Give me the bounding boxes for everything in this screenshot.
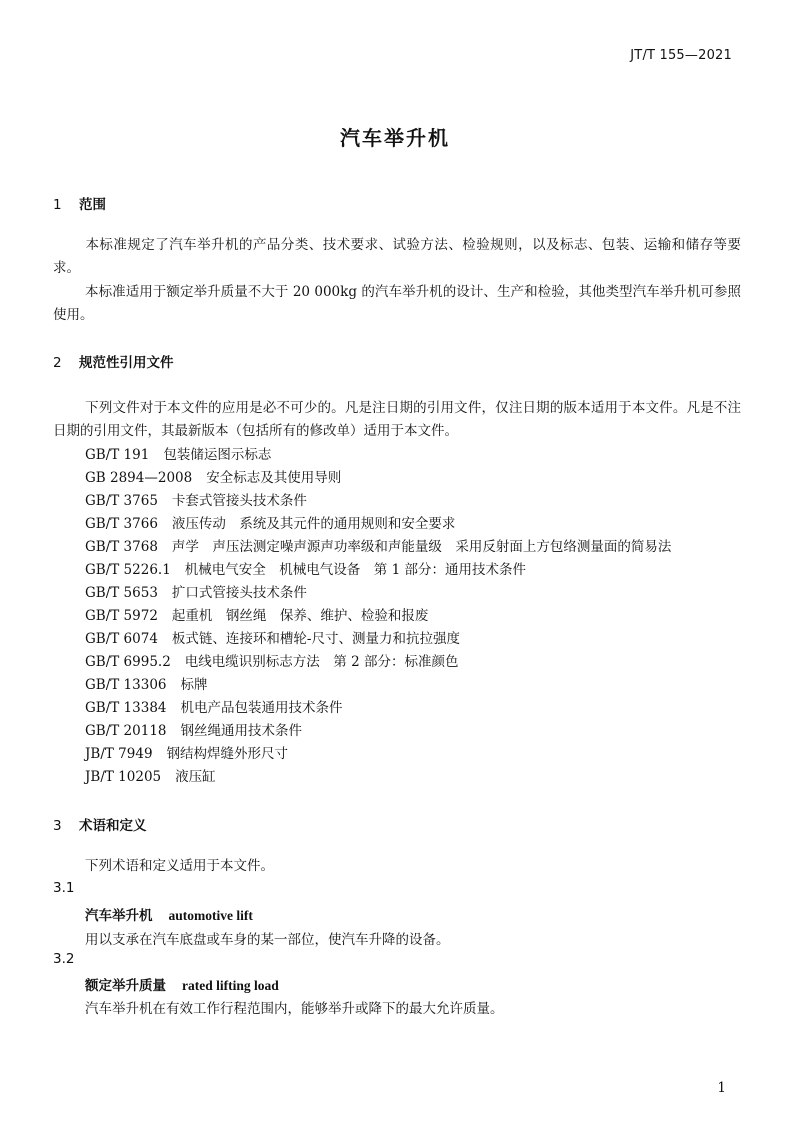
term-3-1-en: automotive lift [168,908,253,923]
reference-code: GB/T 3766 [85,516,158,532]
reference-code: GB/T 3768 [85,539,158,555]
reference-code: GB/T 5653 [85,585,158,601]
section-3-paragraph-1-text: 下列术语和定义适用于本文件。 [85,858,274,874]
reference-item [85,582,671,605]
reference-code: GB/T 20118 [85,723,167,739]
term-3-1-number: 3.1 [53,880,75,896]
reference-item [85,720,671,743]
section-1-number: 1 [53,197,62,213]
section-1-paragraph-1-text: 本标准规定了汽车举升机的产品分类、技术要求、试验方法、检验规则，以及标志、包装、运输和储存等要求。 [53,237,741,276]
reference-title: 安全标志及其使用导则 [206,470,342,486]
section-1-heading [53,193,106,213]
section-1-paragraph-2-text: 本标准适用于额定举升质量不大于 20 000kg 的汽车举升机的设计、生产和检验，其他类型汽车举升机可参照使用。 [53,284,741,323]
reference-title: 卡套式管接头技术条件 [171,493,307,509]
section-2-title: 规范性引用文件 [79,355,174,371]
reference-item [85,674,671,697]
reference-item [85,467,671,490]
reference-code: GB/T 6995.2 [85,654,171,670]
reference-code: JB/T 7949 [85,746,153,762]
reference-item [85,536,671,559]
term-3-2-definition: 汽车举升机在有效工作行程范围内，能够举升或降下的最大允许质量。 [85,1001,504,1017]
term-3-1-name [85,904,253,924]
section-1-title: 范围 [79,197,106,213]
section-3-number: 3 [53,818,62,834]
section-2-heading [53,351,174,371]
reference-title: 扩口式管接头技术条件 [171,585,307,601]
section-2-paragraph-1-text: 下列文件对于本文件的应用是必不可少的。凡是注日期的引用文件，仅注日期的版本适用于本文件。凡是不注日期的引用文件，其最新版本（包括所有的修改单）适用于本文件。 [53,400,741,439]
reference-title: 钢丝绳通用技术条件 [180,723,302,739]
reference-title: 液压缸 [175,769,216,785]
term-3-1-zh: 汽车举升机 [85,908,153,924]
reference-code: GB 2894—2008 [85,470,193,486]
reference-title: 电线电缆识别标志方法 第 2 部分：标准颜色 [184,654,459,670]
section-2-number: 2 [53,355,62,371]
reference-item [85,559,671,582]
reference-item [85,697,671,720]
reference-title: 钢结构焊缝外形尺寸 [166,746,289,762]
reference-item [85,444,671,467]
document-title: 汽车举升机 [340,126,450,150]
reference-code: GB/T 191 [85,447,150,463]
normative-references-list [85,444,671,789]
reference-title: 机械电气安全 机械电气设备 第 1 部分：通用技术条件 [184,562,526,578]
reference-code: GB/T 6074 [85,631,158,647]
reference-title: 包装储运图示标志 [163,447,272,463]
section-1-paragraph-1 [53,234,741,280]
reference-title: 机电产品包装通用技术条件 [180,700,343,716]
reference-item [85,651,671,674]
reference-code: GB/T 5226.1 [85,562,171,578]
term-3-1-definition: 用以支承在汽车底盘或车身的某一部位，使汽车升降的设备。 [85,932,450,948]
section-3-title: 术语和定义 [79,818,147,834]
reference-code: GB/T 5972 [85,608,158,624]
reference-title: 起重机 钢丝绳 保养、维护、检验和报废 [171,608,429,624]
reference-title: 标牌 [180,677,208,693]
term-3-2-number: 3.2 [53,951,75,967]
term-3-2-name [85,974,279,994]
section-1-paragraph-2 [53,281,741,327]
reference-code: GB/T 3765 [85,493,158,509]
reference-item [85,743,671,766]
reference-code: JB/T 10205 [85,769,162,785]
reference-item [85,605,671,628]
term-3-2-en: rated lifting load [182,978,279,993]
section-3-heading [53,814,147,834]
reference-item [85,490,671,513]
reference-title: 液压传动 系统及其元件的通用规则和安全要求 [171,516,456,532]
page-number: 1 [717,1080,726,1096]
reference-item [85,766,671,789]
reference-title: 声学 声压法测定噪声源声功率级和声能量级 采用反射面上方包络测量面的简易法 [171,539,672,555]
term-3-2-zh: 额定举升质量 [85,978,166,994]
section-2-paragraph-1 [53,397,741,443]
reference-code: GB/T 13306 [85,677,167,693]
document-code: JT/T 155—2021 [630,48,732,63]
reference-title: 板式链、连接环和槽轮-尺寸、测量力和抗拉强度 [171,631,460,647]
section-3-paragraph-1 [53,855,741,878]
reference-item [85,628,671,651]
reference-item [85,513,671,536]
reference-code: GB/T 13384 [85,700,167,716]
